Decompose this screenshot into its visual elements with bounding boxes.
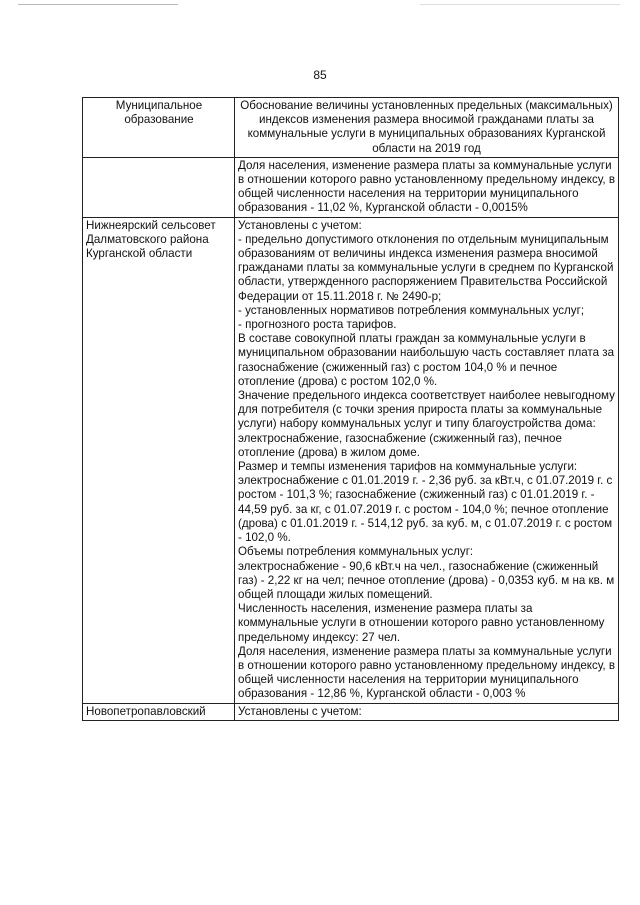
paragraph: - предельно допустимого отклонения по отдельным муниципальным образованиям от величины индекса изменения размера вносимой гражданами платы за коммунальные услуги в среднем по Курганской области, утвержденного распоряжением Правительства Российской Федерации от 15.11.2018 г. № 2490-р; [238,232,614,303]
municipality-name: Нижнеярский сельсовет Далматовского района Курганской области [86,218,216,261]
paragraph: Объемы потребления коммунальных услуг: [238,545,474,559]
paragraph: электроснабжение, газоснабжение (сжиженный газ), печное отопление (дрова) в жилом доме. [238,431,562,459]
justification-cell [235,703,619,720]
municipality-name: Новопетропавловский [86,704,206,718]
municipality-cell [83,217,235,703]
paragraph: В составе совокупной платы граждан за коммунальные услуги в муниципальном образовании наибольшую часть составляет плата за газоснабжение (сжиженный газ) с ростом 104,0 % и печное отопление (дрова) с ростом 102,0 %. [238,332,615,388]
header-justification: Обоснование величины установленных предельных (максимальных) индексов изменения размера вносимой гражданами платы за коммунальные услуги в муниципальных образованиях Курганской области на 2019 год [235,98,619,158]
justification-cell [235,157,619,217]
paragraph: электроснабжение - 90,6 кВт.ч на чел., газоснабжение (сжиженный газ) - 2,22 кг на чел; печное отопление (дрова) - 0,0353 куб. м на кв. м общей площади жилых помещений. [238,559,615,601]
municipality-cell [83,157,235,217]
justification-cell [235,217,619,703]
table-row [83,157,619,217]
header-municipality: Муниципальное образование [83,98,235,158]
table-row [83,703,619,720]
scan-artifact-line [420,4,620,5]
table-row [83,217,619,703]
paragraph: Установлены с учетом: [238,218,362,232]
paragraph: Значение предельного индекса соответствует наиболее невыгодному для потребителя (с точки зрения прироста платы за коммунальные услуги) набору коммунальных услуг и типу благоустройства дома: [238,389,615,431]
paragraph: Доля населения, изменение размера платы за коммунальные услуги в отношении которого равно установленному предельному индексу, в общей численности населения на территории муниципального образования - 11,02 %, Курганской области - 0,0015% [238,158,616,215]
paragraph: - прогнозного роста тарифов. [238,318,397,332]
municipality-cell [83,703,235,720]
page-number: 85 [313,68,327,82]
scan-artifact-line [18,4,178,5]
paragraph: электроснабжение с 01.01.2019 г. - 2,36 руб. за кВт.ч, с 01.07.2019 г. с ростом - 101,3 %; газоснабжение (сжиженный газ) с 01.01.2019 г. - 44,59 руб. за кг, с 01.07.2019 г. с ростом - 104,0 %; печное отопление (дрова) с 01.01.2019 г. - 514,12 руб. за куб. м, с 01.07.2019 г. с ростом - 102,0 %. [238,474,613,545]
table-header-row [83,98,619,158]
paragraph: - установленных нормативов потребления коммунальных услуг; [238,303,585,317]
paragraph: Численность населения, изменение размера платы за коммунальные услуги в отношении которого равно установленному предельному индексу: 27 чел. [238,602,605,644]
justification-table [82,97,619,721]
paragraph: Размер и темпы изменения тарифов на коммунальные услуги: [238,460,578,474]
paragraph: Установлены с учетом: [238,704,362,718]
paragraph: Доля населения, изменение размера платы за коммунальные услуги в отношении которого равно установленному предельному индексу, в общей численности населения на территории муниципального образования - 12,86 %, Курганской области - 0,003 % [238,644,616,701]
